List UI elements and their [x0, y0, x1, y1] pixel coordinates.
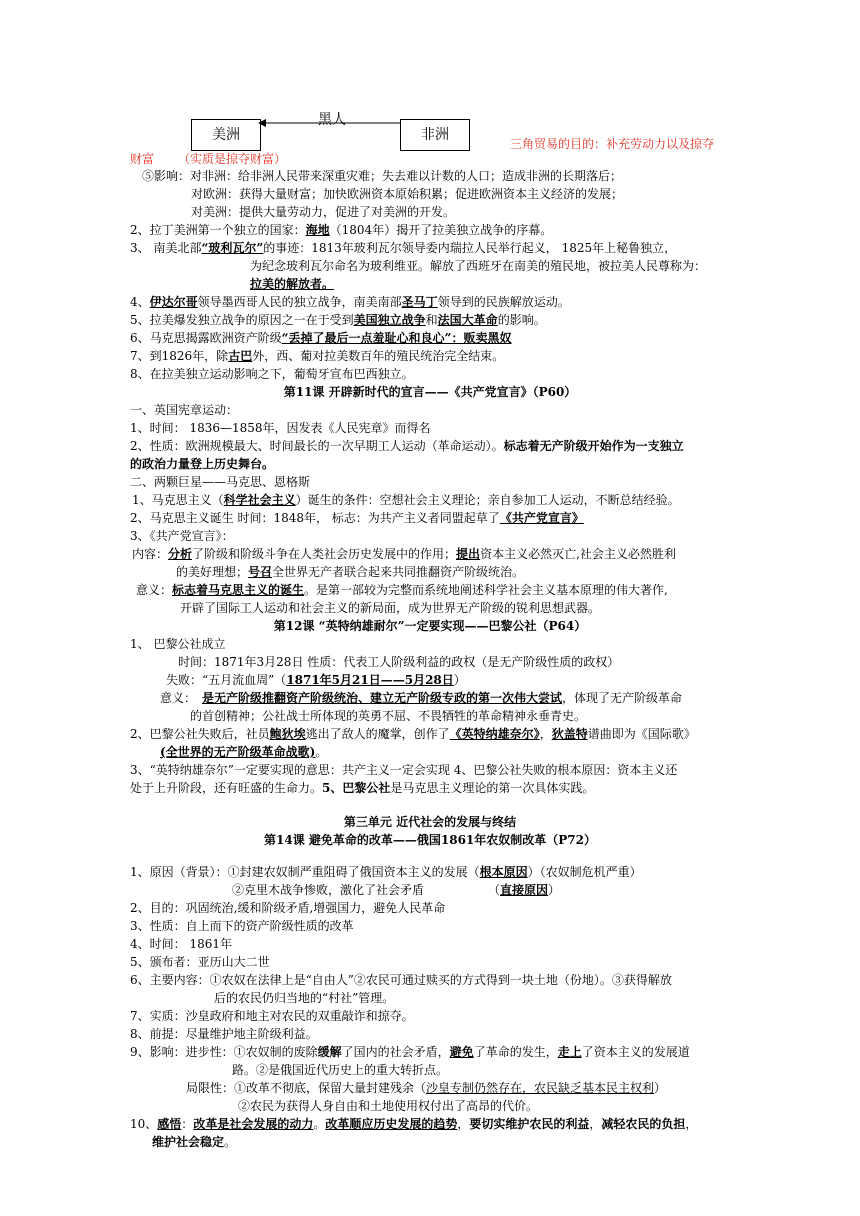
line-8: 8、在拉美独立运动影响之下，葡萄牙宣布巴西独立。 [130, 367, 414, 381]
impact-africa: ⑤影响：对非洲：给非洲人民带来深重灾难；失去难以计数的人口；造成非洲的长期落后； [142, 169, 623, 183]
chartism-nature: 2、性质：欧洲规模最大、时间最长的一次早期工人运动（革命运动）。标志着无产阶级开始作为一支独立 [130, 439, 684, 453]
reform-nature: 3、性质：自上而下的资产阶级性质的改革 [130, 919, 354, 933]
line-4: 4、伊达尔哥领导墨西哥人民的独立战争，南美南部圣马丁领导到的民族解放运动。 [130, 295, 570, 309]
line-5: 5、拉美爆发独立战争的原因之一在于受到美国独立战争和法国大革命的影响。 [130, 313, 546, 327]
manifesto-content-cont: 的美好理想；号召全世界无产者联合起来共同推翻资产阶级统治。 [176, 565, 525, 579]
manifesto-heading: 3、《共产党宣言》： [130, 529, 234, 543]
commune-time: 时间：1871年3月28日 性质：代表工人阶级利益的政权（是无产阶级性质的政权） [178, 655, 620, 669]
reform-limits: 局限性：①改革不彻底，保留大量封建残余（沙皇专制仍然存在，农民缺乏基本民主权利） [186, 1081, 667, 1095]
america-box: 美洲 [191, 119, 261, 151]
manifesto-significance-cont: 开辟了国际工人运动和社会主义的新局面，成为世界无产阶级的锐利思想武器。 [180, 601, 601, 615]
line-3-bolivar: 3、 南美北部“玻利瓦尔”的事迹：1813年玻利瓦尔领导委内瑞拉人民举行起义， 1825年上秘鲁独立， [130, 241, 677, 255]
manifesto-significance: 意义：标志着马克思主义的诞生。是第一部较为完整而系统地阐述科学社会主义基本原理的伟大著作, [136, 583, 668, 597]
unit-3-title: 第三单元 近代社会的发展与终结 [343, 815, 517, 829]
line-3-cont: 为纪念玻利瓦尔命名为玻利维亚。解放了西班牙在南美的殖民地，被拉美人民尊称为： [250, 259, 707, 273]
chartism-heading: 一、英国宪章运动： [130, 403, 239, 417]
trade-purpose-line2: 财富 （实质是掠夺财富） [130, 152, 287, 166]
manifesto-content: 内容：分析了阶级和阶级斗争在人类社会历史发展中的作用；提出资本主义必然灭亡,社会主义必然胜利 [132, 547, 676, 561]
commune-significance: 意义： 是无产阶级推翻资产阶级统治、建立无产阶级专政的第一次伟大尝试，体现了无产阶级革命 [160, 691, 683, 705]
reform-insight: 10、感悟：改革是社会发展的动力。改革顺应历史发展的趋势，要切实维护农民的利益，减轻农民的负担， [130, 1117, 698, 1131]
line-6: 6、马克思揭露欧洲资产阶级“丢掉了最后一点羞耻心和良心”：贩卖黑奴 [130, 331, 512, 345]
lesson-12-title: 第12课 “英特纳雄耐尔”一定要实现——巴黎公社（P64） [273, 619, 587, 633]
reform-content-cont: 后的农民仍归当地的“村社”管理。 [214, 991, 395, 1005]
reform-time: 4、时间： 1861年 [130, 937, 232, 951]
commune-points: 3、“英特纳雄奈尔”一定要实现的意思：共产主义一定会实现 4、巴黎公社失败的根本原因：资本主义还 [130, 763, 678, 777]
commune-points-cont: 处于上升阶段，还有旺盛的生命力。5、巴黎公社是马克思主义理论的第一次具体实践。 [130, 781, 595, 795]
reform-limits-cont: ②农民为获得人身自由和土地使用权付出了高昂的代价。 [238, 1099, 539, 1113]
commune-heading: 1、 巴黎公社成立 [130, 637, 226, 651]
lesson-11-title: 第11课 开辟新时代的宣言——《共产党宣言》（P60） [283, 385, 577, 399]
commune-significance-cont: 的首创精神；公社战士所体现的英勇不屈、不畏牺牲的革命精神永垂青史。 [190, 709, 587, 723]
internationale-cont: (全世界的无产阶级革命战歌)。 [160, 745, 328, 759]
reform-purpose: 2、目的：巩固统治,缓和阶级矛盾,增强国力，避免人民革命 [130, 901, 446, 915]
marxism-birth: 2、马克思主义诞生 时间：1848年， 标志：为共产主义者同盟起草了《共产党宣言》 [130, 511, 584, 525]
line-7: 7、到1826年，除古巴外，西、葡对拉美数百年的殖民统治完全结束。 [130, 349, 505, 363]
reform-premise: 8、前提：尽量维护地主阶级利益。 [130, 1027, 318, 1041]
reform-issuer: 5、颁布者：亚历山大二世 [130, 955, 270, 969]
commune-failure: 失败：“五月流血周”（1871年5月21日——5月28日） [166, 673, 466, 687]
line-3-liberator: 拉美的解放者。 [250, 277, 335, 291]
trade-purpose-line1: 三角贸易的目的：补充劳动力以及掠夺 [510, 137, 715, 151]
lesson-14-title: 第14课 避免革命的改革——俄国1861年农奴制改革（P72） [264, 833, 596, 847]
reform-impact: 9、影响：进步性：①农奴制的废除缓解了国内的社会矛盾，避免了革命的发生，走上了资本主义的发展道 [130, 1045, 690, 1059]
reform-content: 6、主要内容：①农奴在法律上是“自由人”②农民可通过赎买的方式得到一块土地（份地）。③获得解放 [130, 973, 672, 987]
chartism-time: 1、时间： 1836—1858年，因发表《人民宪章》而得名 [130, 421, 431, 435]
two-stars-heading: 二、两颗巨星——马克思、恩格斯 [130, 475, 311, 489]
arrow-label: 黑人 [318, 112, 346, 128]
marxism-conditions: 1、马克思主义（科学社会主义）诞生的条件：空想社会主义理论；亲自参加工人运动，不断总结经验。 [132, 493, 680, 507]
chartism-nature-cont: 的政治力量登上历史舞台。 [130, 457, 275, 471]
africa-box: 非洲 [400, 119, 470, 151]
impact-america: 对美洲：提供大量劳动力，促进了对美洲的开发。 [191, 205, 456, 219]
reform-impact-cont: 路。②是俄国近代历史上的重大转折点。 [232, 1063, 449, 1077]
reform-causes-cont: ②克里木战争惨败，激化了社会矛盾 （直接原因） [232, 883, 561, 897]
internationale-line: 2、巴黎公社失败后，社员鲍狄埃逃出了敌人的魔掌，创作了《英特纳雄奈尔》，狄盖特谱曲即为《国际歌》 [130, 727, 696, 741]
line-2-haiti: 2、拉丁美洲第一个独立的国家：海地（1804年）揭开了拉美独立战争的序幕。 [130, 223, 553, 237]
impact-europe: 对欧洲：获得大量财富；加快欧洲资本原始积累；促进欧洲资本主义经济的发展； [191, 187, 624, 201]
reform-causes: 1、原因（背景）：①封建农奴制严重阻碍了俄国资本主义的发展（根本原因）（农奴制危机严重） [130, 865, 642, 879]
reform-insight-cont: 维护社会稳定。 [152, 1135, 237, 1149]
reform-essence: 7、实质：沙皇政府和地主对农民的双重敲诈和掠夺。 [130, 1009, 414, 1023]
